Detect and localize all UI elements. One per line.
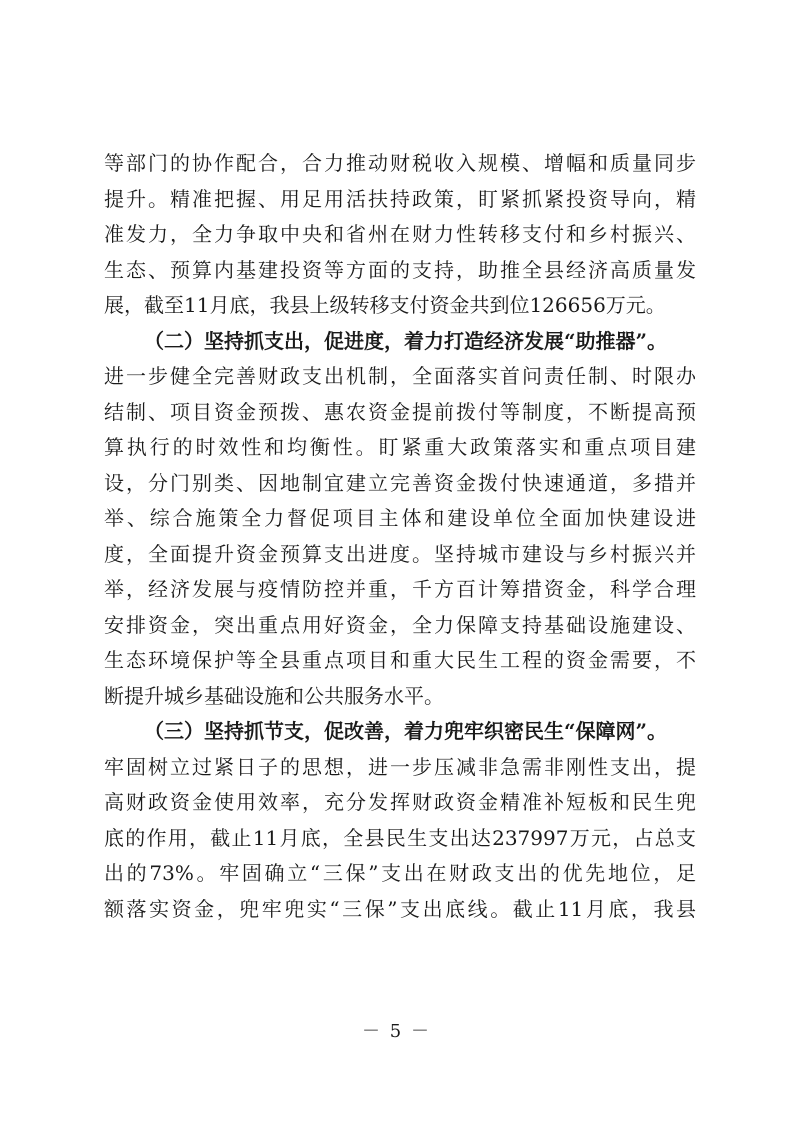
text-line: 等部门的协作配合，合力推动财税收入规模、增幅和质量同步 — [104, 151, 696, 175]
text-line: 举，经济发展与疫情防控并重，千方百计筹措资金，科学合理 — [104, 577, 696, 601]
text-line: 高财政资金使用效率，充分发挥财政资金精准补短板和民生兜 — [104, 790, 696, 814]
text-line: 设，分门别类、因地制宜建立完善资金拨付快速通道，多措并 — [104, 470, 696, 495]
text-line: 算执行的时效性和均衡性。盯紧重大政策落实和重点项目建 — [104, 435, 696, 459]
text-line: 度，全面提升资金预算支出进度。坚持城市建设与乡村振兴并 — [104, 541, 696, 566]
page-number: － 5 － — [362, 1021, 431, 1042]
text-line: 提升。精准把握、用足用活扶持政策，盯紧抓紧投资导向，精 — [104, 186, 696, 211]
body-text — [104, 146, 696, 927]
text-line: 生态、预算内基建投资等方面的支持，助推全县经济高质量发 — [104, 257, 696, 282]
text-line: 底的作用，截止11月底，全县民生支出达237997万元，占总支 — [104, 825, 696, 850]
section-heading-3: （三）坚持抓节支，促改善，着力兜牢织密民生“保障网”。 — [144, 719, 668, 743]
section-heading-2: （二）坚持抓支出，促进度，着力打造经济发展“助推器”。 — [144, 328, 668, 353]
text-line: 进一步健全完善财政支出机制，全面落实首问责任制、时限办 — [104, 364, 696, 388]
text-line: 结制、项目资金预拨、惠农资金提前拨付等制度，不断提高预 — [104, 399, 696, 424]
text-line: 准发力，全力争取中央和省州在财力性转移支付和乡村振兴、 — [104, 222, 696, 246]
text-line: 出的73%。牢固确立“三保”支出在财政支出的优先地位，足 — [104, 861, 696, 885]
text-line: 展，截至11月底，我县上级转移支付资金共到位126656万元。 — [104, 293, 666, 317]
text-line: 举、综合施策全力督促项目主体和建设单位全面加快建设进 — [104, 506, 696, 530]
text-line: 牢固树立过紧日子的思想，进一步压减非急需非刚性支出，提 — [104, 754, 696, 779]
text-line: 额落实资金，兜牢兜实“三保”支出底线。截止11月底，我县 — [104, 896, 696, 921]
text-line: 断提升城乡基础设施和公共服务水平。 — [104, 683, 444, 708]
text-line: 安排资金，突出重点用好资金，全力保障支持基础设施建设、 — [104, 612, 696, 637]
text-line: 生态环境保护等全县重点项目和重大民生工程的资金需要，不 — [104, 648, 696, 672]
